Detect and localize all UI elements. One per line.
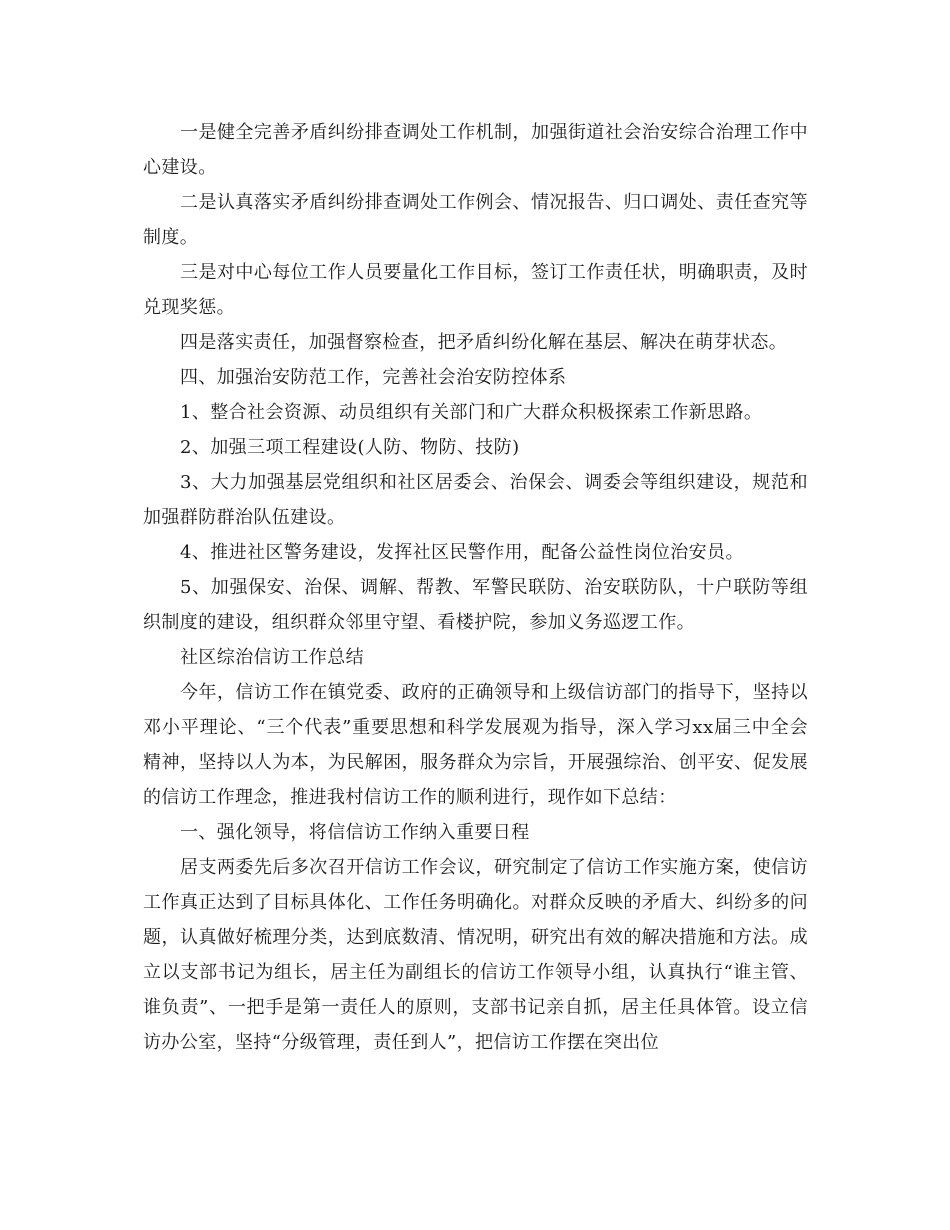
list-item: 4、推进社区警务建设，发挥社区民警作用，配备公益性岗位治安员。 [180, 542, 744, 563]
paragraph: 四是落实责任，加强督察检查，把矛盾纠纷化解在基层、解决在萌芽状态。 [180, 332, 788, 353]
paragraph: 二是认真落实矛盾纠纷排查调处工作例会、情况报告、归口调处、责任查究等制度。 [143, 192, 808, 248]
section-heading: 四、加强治安防范工作，完善社会治安防控体系 [180, 367, 567, 388]
list-item: 5、加强保安、治保、调解、帮教、军警民联防、治安联防队，十户联防等组织制度的建设，组织群众邻里守望、看楼护院，参加义务巡逻工作。 [143, 577, 808, 633]
section-heading: 一、强化领导，将信信访工作纳入重要日程 [180, 822, 530, 843]
paragraph: 一是健全完善矛盾纠纷排查调处工作机制，加强街道社会治安综合治理工作中心建设。 [143, 122, 808, 178]
document-body [143, 115, 808, 1060]
list-item: 1、整合社会资源、动员组织有关部门和广大群众积极探索工作新思路。 [180, 402, 763, 423]
paragraph: 今年，信访工作在镇党委、政府的正确领导和上级信访部门的指导下，坚持以邓小平理论、“三个代表”重要思想和科学发展观为指导，深入学习xx届三中全会精神，坚持以人为本，为民解困，服务群众为宗旨，开展强综治、创平安、促发展的信访工作理念，推进我村信访工作的顺利进行，现作如下总结： [143, 682, 808, 808]
list-item: 2、加强三项工程建设(人防、物防、技防) [180, 437, 520, 458]
list-item: 3、大力加强基层党组织和社区居委会、治保会、调委会等组织建设，规范和加强群防群治队伍建设。 [143, 472, 808, 528]
paragraph: 居支两委先后多次召开信访工作会议，研究制定了信访工作实施方案，使信访工作真正达到了目标具体化、工作任务明确化。对群众反映的矛盾大、纠纷多的问题，认真做好梳理分类，达到底数清、情况明，研究出有效的解决措施和方法。成立以支部书记为组长，居主任为副组长的信访工作领导小组，认真执行“谁主管、谁负责”、一把手是第一责任人的原则，支部书记亲自抓，居主任具体管。设立信访办公室，坚持“分级管理，责任到人”，把信访工作摆在突出位 [143, 857, 808, 1053]
paragraph: 三是对中心每位工作人员要量化工作目标，签订工作责任状，明确职责，及时兑现奖惩。 [143, 262, 808, 318]
document-title: 社区综治信访工作总结 [180, 647, 364, 668]
